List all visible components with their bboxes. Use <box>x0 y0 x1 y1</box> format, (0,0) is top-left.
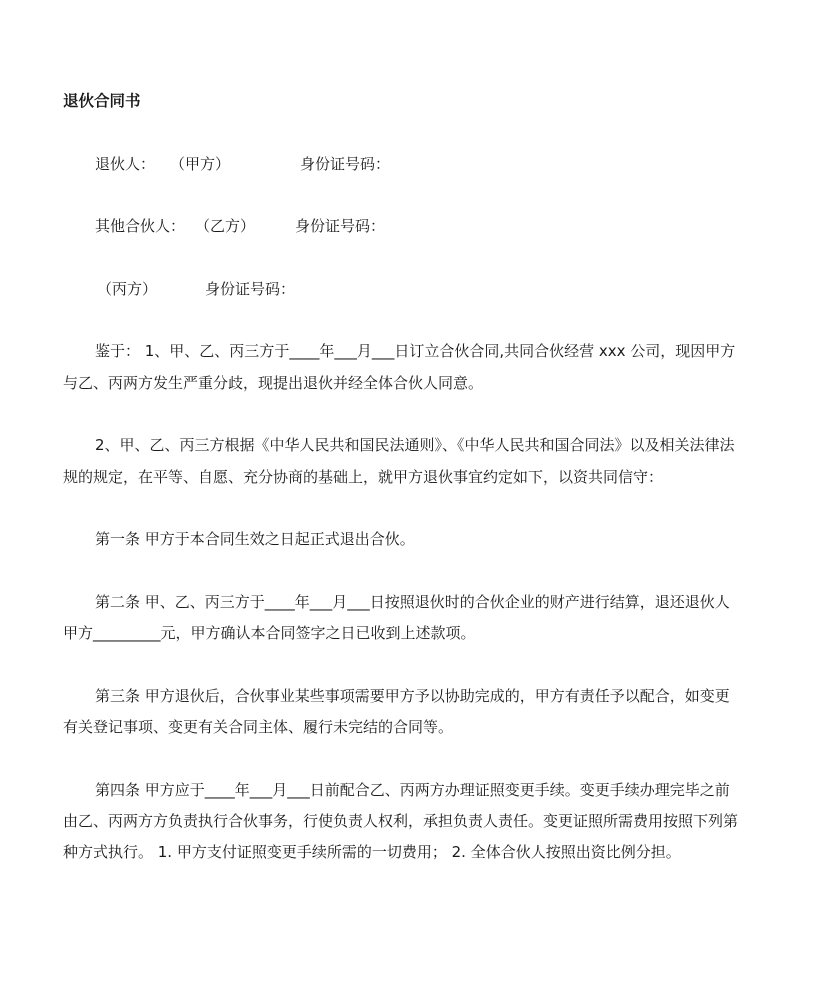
paragraph-line: 与乙、丙两方发生严重分歧，现提出退伙并经全体合伙人同意。 <box>63 373 484 392</box>
document-title: 退伙合同书 <box>63 92 141 110</box>
paragraph-line: 第二条 甲、乙、丙三方于____年___月___日按照退伙时的合伙企业的财产进行结算，退还退伙人 <box>95 592 730 611</box>
paragraph-line: 第一条 甲方于本合同生效之日起正式退出合伙。 <box>95 530 415 549</box>
withdrawing-partner-label: 退伙人： <box>95 154 156 173</box>
id-number-label-c: 身份证号码： <box>205 279 296 298</box>
paragraph <box>63 336 783 399</box>
party-c-label: （丙方） <box>97 279 158 298</box>
paragraph-line: 第三条 甲方退伙后，合伙事业某些事项需要甲方予以协助完成的，甲方有责任予以配合，如变更 <box>95 686 730 705</box>
paragraph-line: 由乙、丙两方方负责执行合伙事务，行使负责人权利，承担负责人责任。变更证照所需费用按照下列第 <box>63 811 739 830</box>
paragraph-line: 第四条 甲方应于____年___月___日前配合乙、丙两方办理证照变更手续。变更手续办理完毕之前 <box>95 780 730 799</box>
paragraph-line: 鉴于： 1、甲、乙、丙三方于____年___月___日订立合伙合同,共同合伙经营 xxx 公司，现因甲方 <box>95 342 736 361</box>
party-row-c <box>63 274 783 305</box>
party-row-b <box>63 211 783 242</box>
party-b-label: （乙方） <box>195 217 256 236</box>
party-a-label: （甲方） <box>170 154 231 173</box>
id-number-label-a: 身份证号码： <box>300 154 391 173</box>
paragraph <box>63 524 783 555</box>
paragraph <box>63 681 783 744</box>
paragraph-line: 规的规定，在平等、自愿、充分协商的基础上，就甲方退伙事宜约定如下，以资共同信守： <box>63 467 664 486</box>
party-row-a <box>63 149 783 180</box>
paragraph <box>63 430 783 493</box>
other-partners-label: 其他合伙人： <box>95 217 186 236</box>
paragraph-line: 种方式执行。 1. 甲方支付证照变更手续所需的一切费用； 2. 全体合伙人按照出资比例分担。 <box>63 843 681 862</box>
paragraph <box>63 587 783 650</box>
paragraph-line: 有关登记事项、变更有关合同主体、履行未完结的合同等。 <box>63 717 454 736</box>
paragraph <box>63 775 783 869</box>
paragraph-line: 2、甲、乙、丙三方根据《中华人民共和国民法通则》、《中华人民共和国合同法》以及相关法律法 <box>95 436 735 455</box>
id-number-label-b: 身份证号码： <box>295 217 386 236</box>
paragraph-line: 甲方_________元，甲方确认本合同签字之日已收到上述款项。 <box>63 624 476 643</box>
document-page <box>63 86 783 868</box>
